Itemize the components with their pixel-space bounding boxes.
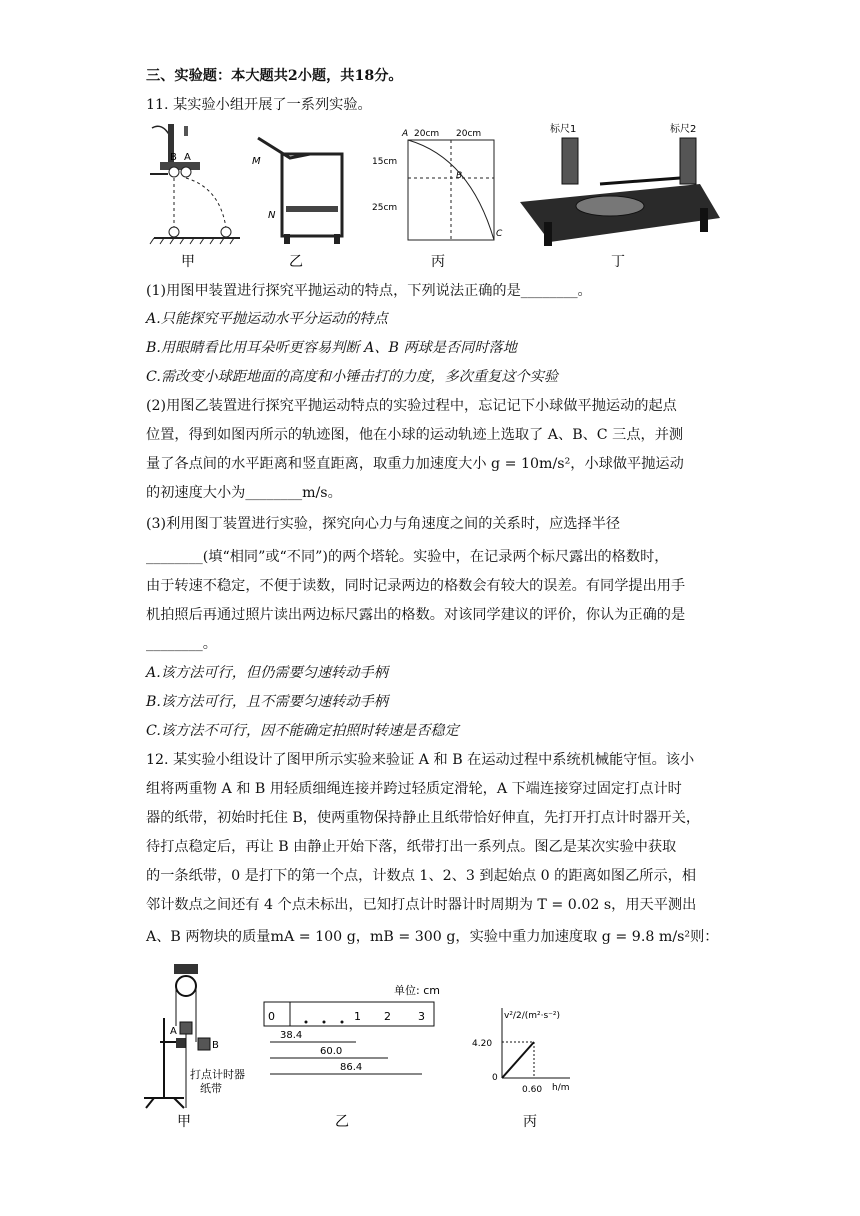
q12-yi-distance-1: 38.4	[280, 1030, 303, 1041]
q12-yi-point-3: 3	[418, 1010, 425, 1023]
q11-part1-option-b: B.用眼睛看比用耳朵听更容易判断 A、B 两球是否同时落地	[146, 340, 517, 356]
yi-label-m: M	[252, 156, 261, 167]
q11-part2-line-3: 量了各点间的水平距离和竖直距离，取重力加速度大小 g = 10m/s²，小球做平抛运动	[146, 456, 684, 472]
q12-fig-label-bing: 丙	[523, 1114, 537, 1130]
q11-fig-yi	[252, 138, 342, 244]
q12-bing-y-tick: 4.20	[472, 1039, 493, 1049]
fig-label-bing: 丙	[431, 254, 445, 270]
q12-fig-jia	[144, 964, 245, 1108]
q11-part3-line-1: (3)利用图丁装置进行实验，探究向心力与角速度之间的关系时，应选择半径	[146, 516, 621, 532]
q12-line-4: 待打点稳定后，再让 B 由静止开始下落，纸带打出一系列点。图乙是某次实验中获取	[146, 839, 677, 855]
q12-fig-label-jia: 甲	[177, 1114, 191, 1130]
ding-label-ruler2: 标尺2	[670, 124, 697, 135]
q12-fig-bing	[472, 1008, 570, 1095]
q12-yi-point-0: 0	[268, 1010, 275, 1023]
q11-part1-option-a: A.只能探究平抛运动水平分运动的特点	[146, 311, 388, 327]
q11-part3-line-2: ________(填“相同”或“不同”)的两个塔轮。实验中，在记录两个标尺露出的格数时，	[146, 549, 669, 565]
bing-label-c: C	[496, 229, 503, 239]
q12-bing-y-axis-label: v²/2/(m²·s⁻²)	[504, 1011, 561, 1021]
q11-stem: 11. 某实验小组开展了一系列实验。	[146, 97, 372, 113]
q12-yi-point-2: 2	[384, 1010, 391, 1023]
q12-fig-label-yi: 乙	[335, 1114, 349, 1130]
q12-jia-label-a: A	[170, 1026, 177, 1037]
q11-part3-option-a: A.该方法可行，但仍需要匀速转动手柄	[146, 665, 388, 681]
q11-part3-option-c: C.该方法不可行，因不能确定拍照时转速是否稳定	[146, 723, 459, 739]
q12-bing-x-axis-label: h/m	[552, 1083, 570, 1093]
q11-part3-line-5: ________。	[146, 636, 217, 652]
q12-yi-point-1: 1	[354, 1010, 361, 1023]
q12-line-7: A、B 两物块的质量mA = 100 g，mB = 300 g，实验中重力加速度取 g = 9.8 m/s²则：	[146, 929, 719, 945]
q12-bing-x-tick: 0.60	[522, 1085, 543, 1095]
q11-fig-bing	[372, 129, 503, 240]
yi-label-n: N	[268, 210, 276, 221]
q12-jia-label-timer: 打点计时器	[190, 1068, 245, 1081]
fig-label-ding: 丁	[611, 254, 625, 270]
q11-part1-option-c: C.需改变小球距地面的高度和小锤击打的力度，多次重复这个实验	[146, 369, 559, 385]
q11-fig-jia	[150, 124, 240, 244]
q11-part2-line-2: 位置，得到如图丙所示的轨迹图，他在小球的运动轨迹上选取了 A、B、C 三点，并测	[146, 427, 684, 443]
section-header: 三、实验题：本大题共2小题，共18分。	[146, 68, 403, 84]
bing-label-a: A	[402, 129, 409, 139]
fig-label-yi: 乙	[289, 254, 303, 270]
q12-line-5: 的一条纸带，0 是打下的第一个点，计数点 1、2、3 到起始点 0 的距离如图乙所示，相	[146, 868, 697, 884]
jia-label-b: B	[170, 152, 177, 163]
q12-jia-label-tape: 纸带	[200, 1082, 222, 1095]
q11-part3-line-4: 机拍照后再通过照片读出两边标尺露出的格数。对该同学建议的评价，你认为正确的是	[146, 607, 686, 623]
q12-yi-unit: 单位: cm	[394, 984, 440, 997]
bing-width-2: 20cm	[456, 129, 482, 139]
q12-line-6: 邻计数点之间还有 4 个点未标出，已知打点计时器计时周期为 T = 0.02 s，用天平测出	[146, 897, 697, 913]
q12-jia-label-b: B	[212, 1040, 219, 1051]
q11-part3-option-b: B.该方法可行，且不需要匀速转动手柄	[146, 694, 388, 710]
q11-figures	[140, 118, 720, 270]
q11-part1: (1)用图甲装置进行探究平抛运动的特点，下列说法正确的是________。	[146, 283, 592, 299]
q12-figures	[140, 958, 600, 1134]
q12-fig-yi	[264, 984, 440, 1074]
bing-label-b: B	[456, 171, 463, 181]
q12-yi-distance-2: 60.0	[320, 1046, 343, 1057]
q12-line-1: 12. 某实验小组设计了图甲所示实验来验证 A 和 B 在运动过程中系统机械能守恒。该小	[146, 752, 695, 768]
fig-label-jia: 甲	[181, 254, 195, 270]
bing-height-1: 15cm	[372, 157, 398, 167]
q11-fig-ding	[520, 122, 720, 246]
q11-part2-line-1: (2)用图乙装置进行探究平抛运动特点的实验过程中，忘记记下小球做平抛运动的起点	[146, 398, 677, 414]
jia-label-a: A	[184, 152, 191, 163]
bing-width-1: 20cm	[414, 129, 440, 139]
q11-part2-line-4: 的初速度大小为________m/s。	[146, 485, 342, 501]
ding-label-ruler1: 标尺1	[550, 124, 577, 135]
q12-line-3: 器的纸带，初始时托住 B，使两重物保持静止且纸带恰好伸直，先打开打点计时器开关，	[146, 810, 701, 826]
q12-bing-origin: 0	[492, 1073, 498, 1083]
q12-yi-distance-3: 86.4	[340, 1062, 363, 1073]
bing-height-2: 25cm	[372, 203, 398, 213]
q11-part3-line-3: 由于转速不稳定，不便于读数，同时记录两边的格数会有较大的误差。有同学提出用手	[146, 578, 686, 594]
q12-line-2: 组将两重物 A 和 B 用轻质细绳连接并跨过轻质定滑轮，A 下端连接穿过固定打点计时	[146, 781, 682, 797]
